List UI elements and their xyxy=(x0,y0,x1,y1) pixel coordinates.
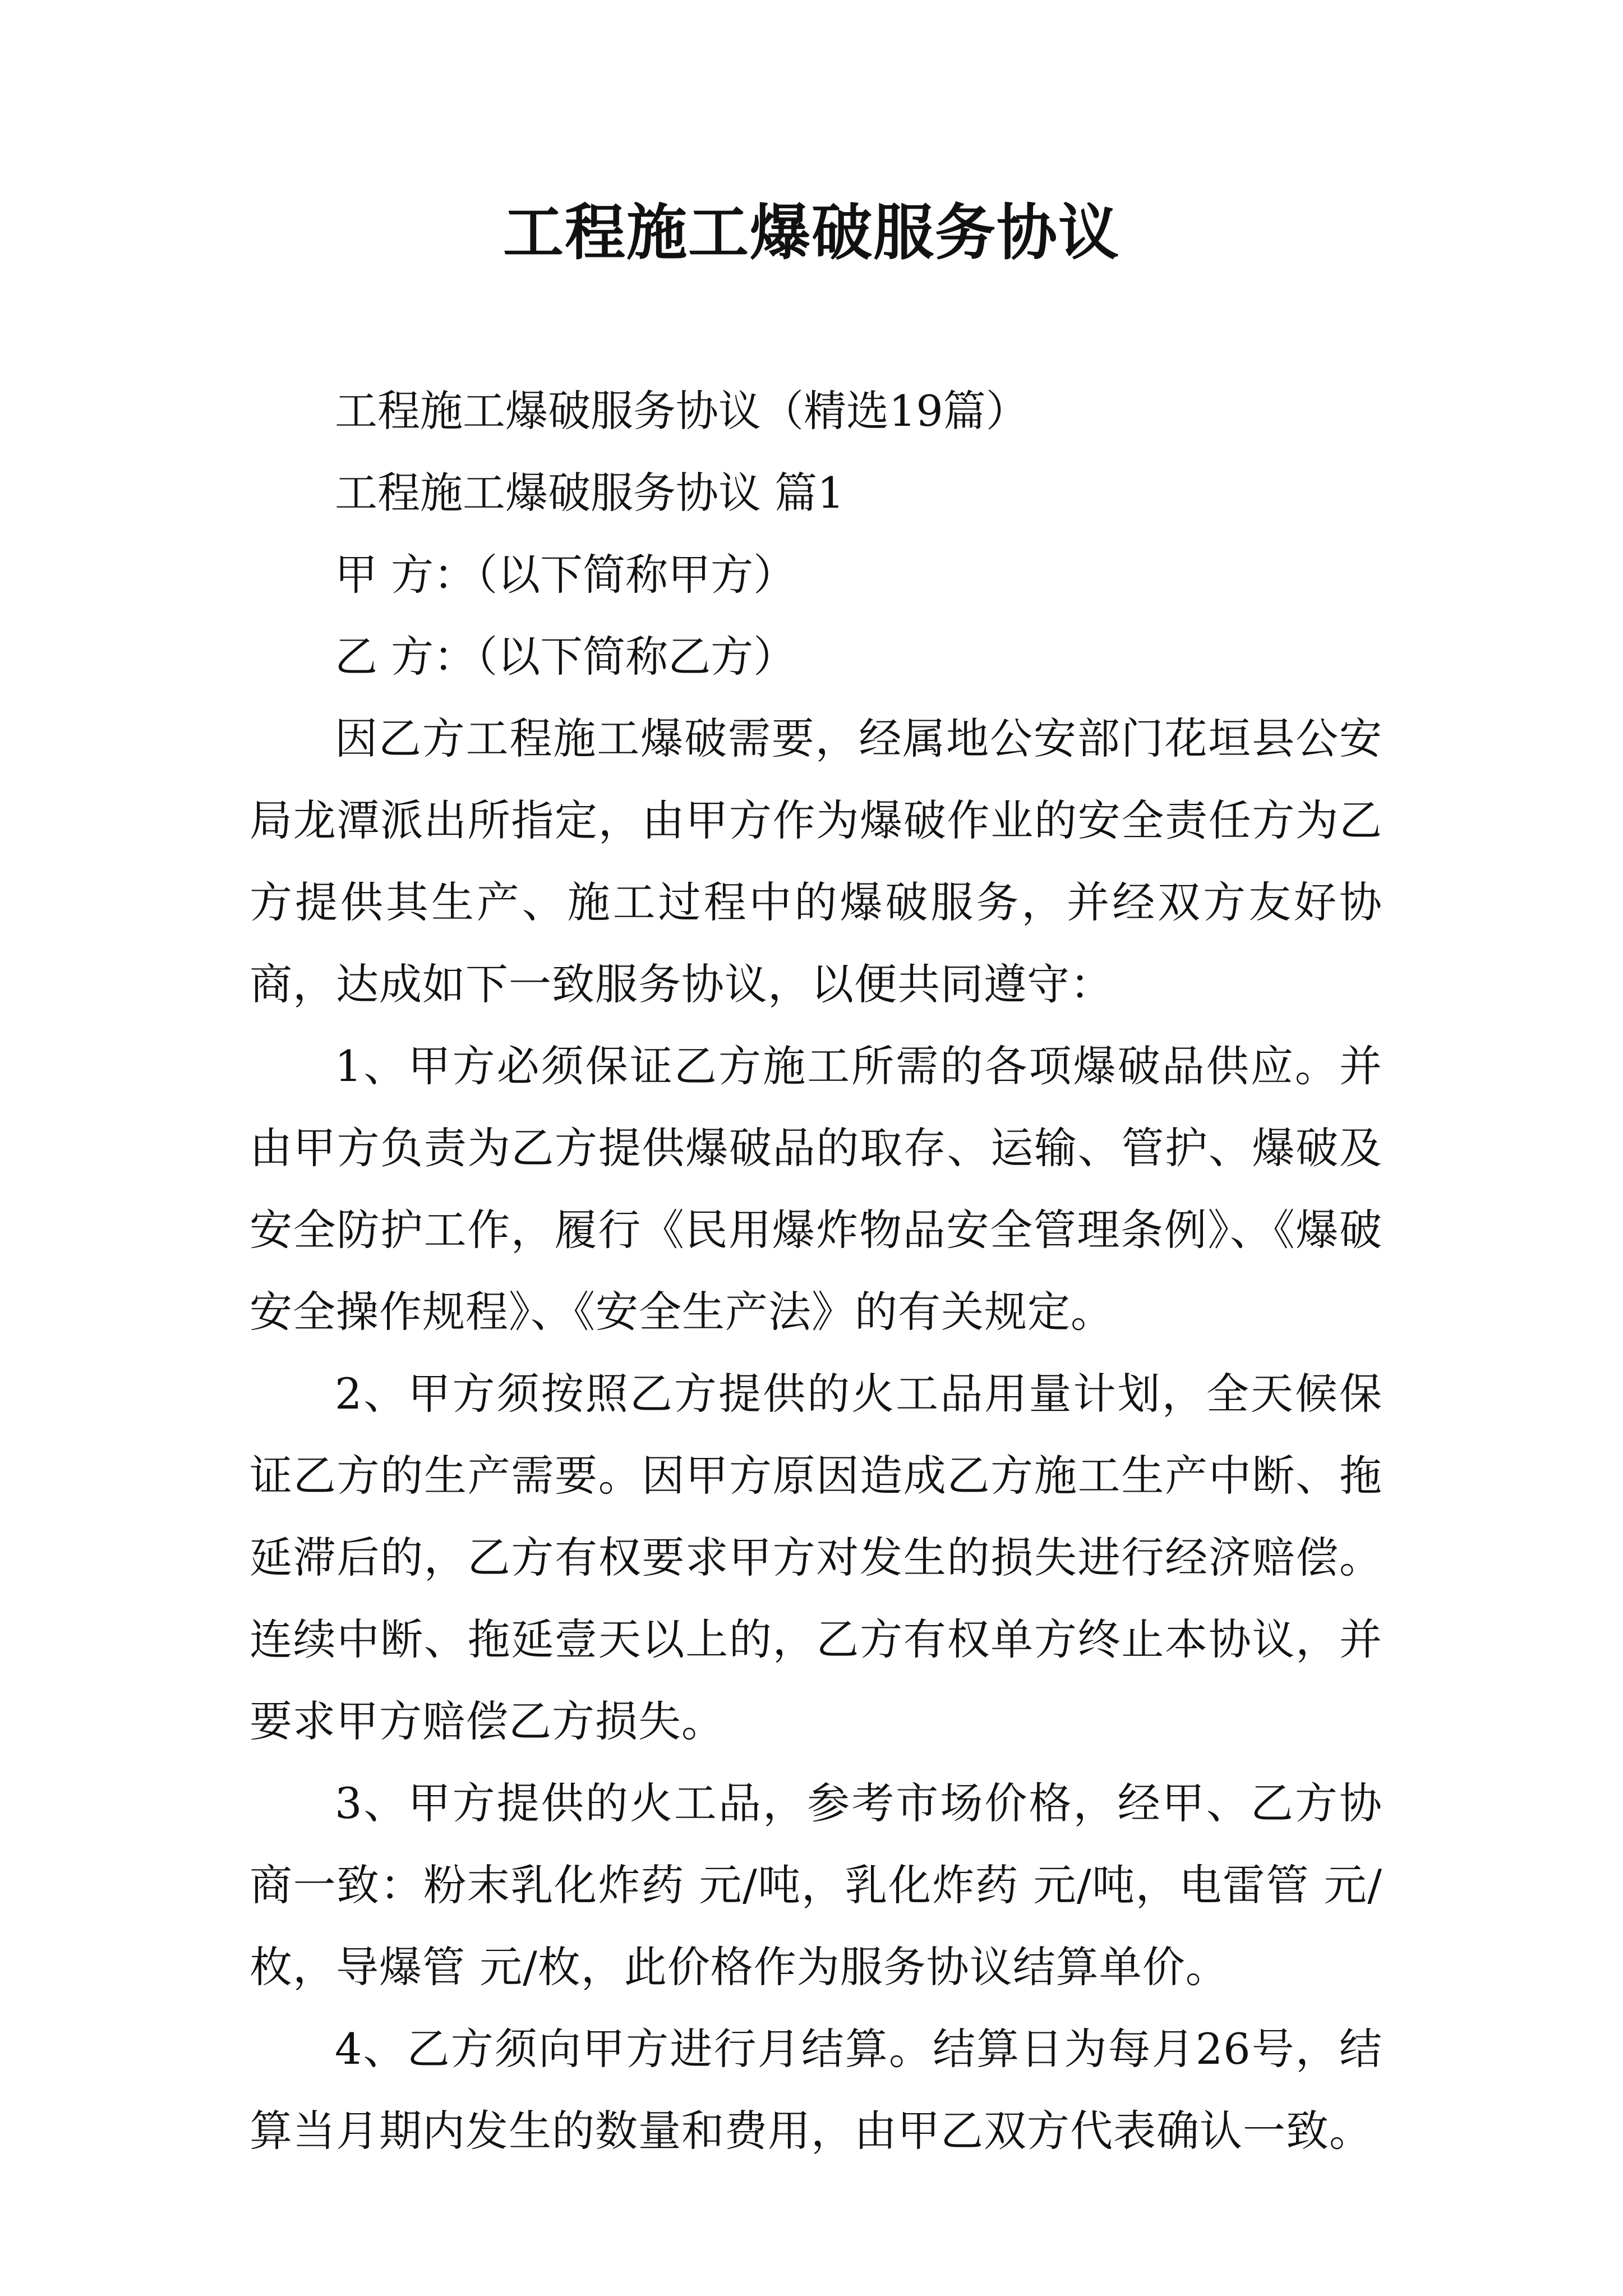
paragraph-clause-4: 4、乙方须向甲方进行月结算。结算日为每月26号，结算当月期内发生的数量和费用，由甲乙双方代表确认一致。 xyxy=(250,2024,1382,2156)
party-b-line: 乙 方：（以下简称乙方） xyxy=(335,632,796,682)
section-heading: 工程施工爆破服务协议 篇1 xyxy=(335,468,845,518)
document-body xyxy=(250,370,1382,2172)
document-subtitle: 工程施工爆破服务协议（精选19篇） xyxy=(335,386,1029,436)
paragraph-clause-1: 1、甲方必须保证乙方施工所需的各项爆破品供应。并由甲方负责为乙方提供爆破品的取存、运输、管护、爆破及安全防护工作，履行《民用爆炸物品安全管理条例》、《爆破安全操作规程》、《安全生产法》的有关规定。 xyxy=(250,1041,1382,1337)
paragraph-clause-2: 2、甲方须按照乙方提供的火工品用量计划，全天候保证乙方的生产需要。因甲方原因造成乙方施工生产中断、拖延滞后的，乙方有权要求甲方对发生的损失进行经济赔偿。连续中断、拖延壹天以上的，乙方有权单方终止本协议，并要求甲方赔偿乙方损失。 xyxy=(250,1369,1382,1746)
party-a-line: 甲 方：（以下简称甲方） xyxy=(335,550,796,600)
document-title: 工程施工爆破服务协议 xyxy=(502,197,1120,268)
paragraph-clause-3: 3、甲方提供的火工品，参考市场价格，经甲、乙方协商一致：粉末乳化炸药 元/吨，乳化炸药 元/吨，电雷管 元/枚，导爆管 元/枚，此价格作为服务协议结算单价。 xyxy=(250,1778,1382,1992)
paragraph-intro: 因乙方工程施工爆破需要，经属地公安部门花垣县公安局龙潭派出所指定，由甲方作为爆破作业的安全责任方为乙方提供其生产、施工过程中的爆破服务，并经双方友好协商，达成如下一致服务协议，以便共同遵守： xyxy=(250,714,1382,1009)
